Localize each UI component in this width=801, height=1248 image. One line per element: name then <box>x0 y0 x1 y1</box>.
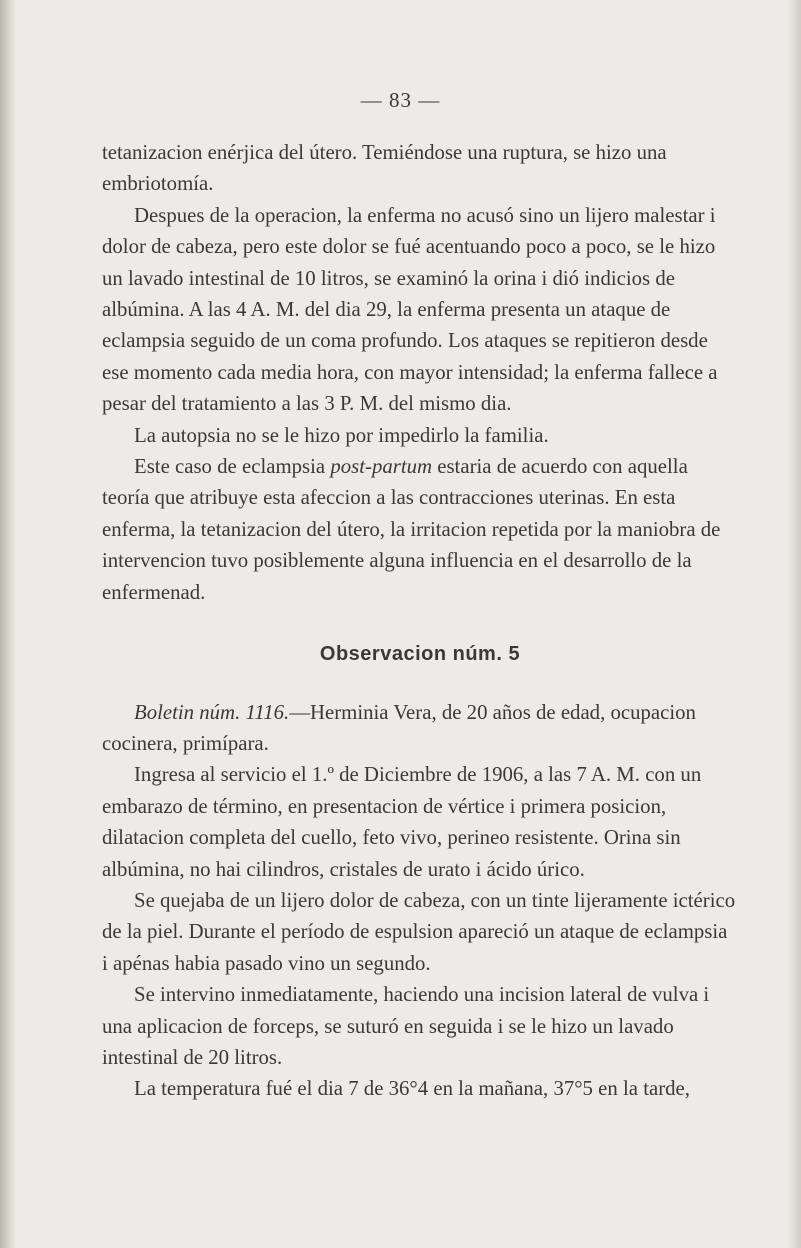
paragraph: Ingresa al servicio el 1.º de Diciembre de 1906, a las 7 A. M. con un embarazo de término, en presentacion de vértice i primera posicion, dilatacion completa del cuello, feto vivo, perineo resistente. Orina sin albúmina, no hai cilindros, cristales de urato i ácido úrico. <box>102 763 702 881</box>
bulletin-reference: Boletin núm. 1116. <box>134 700 290 724</box>
paragraph: Despues de la operacion, la enferma no acusó sino un lijero malestar i dolor de cabeza, pero este dolor se fué acentuando poco a poco, se le hizo un lavado intestinal de 10 litros, se examinó la orina i dió indicios de albúmina. A las 4 A. M. del dia 29, la enferma presenta un ataque de eclampsia seguido de un coma profundo. Los ataques se repitieron desde ese momento cada media hora, con mayor intensidad; la enferma fallece a pesar del tratamiento a las 3 P. M. del mismo dia. <box>102 203 718 416</box>
italic-term: post-partum <box>330 455 433 479</box>
page-edge-right <box>787 0 801 1248</box>
section-heading: Observacion núm. 5 <box>319 643 521 666</box>
paragraph <box>102 697 738 760</box>
paragraph <box>102 451 738 608</box>
paragraph: La temperatura fué el dia 7 de 36°4 en la mañana, 37°5 en la tarde, <box>134 1077 690 1101</box>
paragraph-text: —Herminia Vera, de 20 años de edad, ocupacion cocinera, primípara. <box>102 700 696 755</box>
paragraph: tetanizacion enérjica del útero. Temiéndose una ruptura, se hizo una embriotomía. <box>102 141 667 196</box>
paragraph: Se quejaba de un lijero dolor de cabeza, con un tinte lijeramente ictérico de la piel. Durante el período de espulsion apareció un ataque de eclampsia i apénas habia pasado vino un segundo. <box>102 888 736 975</box>
page-text <box>102 137 738 1105</box>
page-number: — 83 — <box>360 88 441 112</box>
paragraph: La autopsia no se le hizo por impedirlo la familia. <box>134 423 549 447</box>
paragraph-text: Este caso de eclampsia <box>134 455 331 479</box>
paragraph-text: estaria de acuerdo con aquella teoría que atribuye esta afeccion a las contracciones uterinas. En esta enferma, la tetanizacion del útero, la irritacion repetida por la maniobra de intervencion tuvo posiblemente alguna influencia en el desarrollo de la enfermenad. <box>102 455 721 604</box>
page-edge-left <box>0 0 16 1248</box>
paragraph: Se intervino inmediatamente, haciendo una incision lateral de vulva i una aplicacion de forceps, se suturó en seguida i se le hizo un lavado intestinal de 20 litros. <box>102 983 710 1069</box>
